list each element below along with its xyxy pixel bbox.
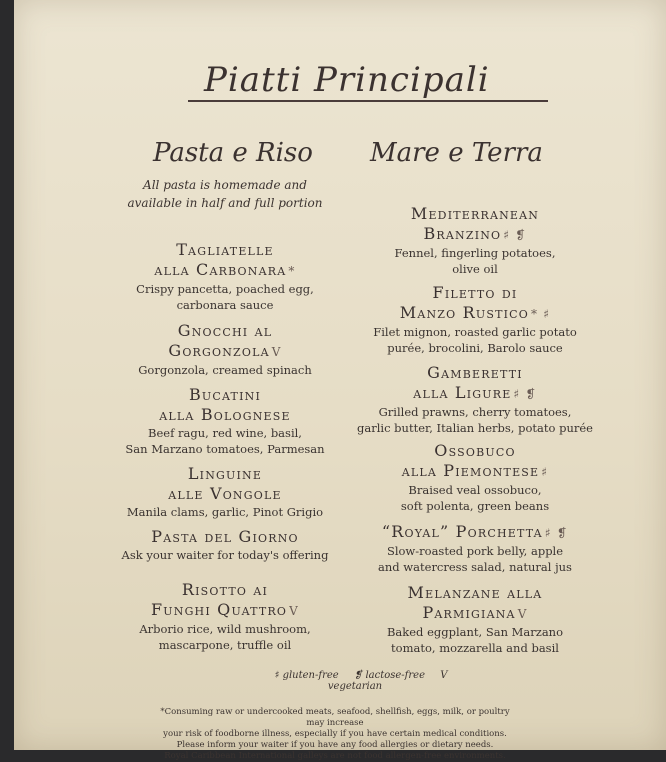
menu-item [108,240,342,313]
dish-description: Ask your waiter for today's offering [121,548,329,562]
dish-description: purée, brocolini, Barolo sauce [387,341,563,355]
gluten-free-icon: ♯ gluten-free [274,670,339,681]
menu-item [108,464,342,520]
dish-name: “Royal” Porchetta [381,522,543,541]
dish-name: Melanzane alla [407,583,543,602]
dish-description: soft polenta, green beans [400,499,550,513]
dish-name: Linguine [187,464,263,483]
diet-mark: ♯ ❡ [503,228,527,242]
diet-mark: ♯ ❡ [544,526,569,540]
dish-description: Braised veal ossobuco, [408,483,542,497]
diet-mark: * [288,264,296,278]
menu-item [108,321,342,378]
dish-name: Branzino [423,224,502,243]
dish-description: Baked eggplant, San Marzano [386,625,564,639]
dish-description: Slow-roasted pork belly, apple [386,544,564,558]
section-heading-pasta: Pasta e Riso [153,138,313,168]
dish-description: Crispy pancetta, poached egg, [136,282,314,296]
menu-item [340,363,610,436]
vegetarian-icon: V [271,345,282,359]
gluten-free-icon: ♯ [541,465,549,479]
section-heading-mare: Mare e Terra [370,138,543,168]
diet-mark: ♯ ❡ [513,387,537,401]
menu-item [340,283,610,356]
dish-name: Filetto di [432,283,518,302]
vegetarian-icon: V [289,604,300,618]
dish-name: alle Vongole [168,484,282,503]
dish-name: alla Carbonara [154,260,287,279]
menu-item [108,527,342,563]
menu-item [340,204,610,277]
dish-description: Gorgonzola, creamed spinach [138,363,312,377]
dish-description: garlic butter, Italian herbs, potato purée [357,421,593,435]
dish-description: Arborio rice, wild mushroom, [139,622,311,636]
dish-name: Parmigiana [422,603,516,622]
diet-mark: * ♯ [531,307,551,321]
dish-name: Mediterranean [410,204,540,223]
dish-name: alla Piemontese [401,461,540,480]
dish-name: Bucatini [188,385,262,404]
title-divider [188,100,548,102]
dish-name: Ossobuco [434,441,516,460]
dish-description: Manila clams, garlic, Pinot Grigio [126,505,324,519]
dish-description: Beef ragu, red wine, basil, [148,426,302,440]
dish-description: carbonara sauce [176,298,274,312]
dish-description: San Marzano tomatoes, Parmesan [125,442,325,456]
dish-description: tomato, mozzarella and basil [391,641,559,655]
dish-name: Tagliatelle [176,240,274,259]
dish-name: Manzo Rustico [399,303,530,322]
diet-legend [238,670,478,692]
dish-name: Gamberetti [427,363,523,382]
vegetarian-icon: V vegetarian [327,670,448,692]
page-title: Piatti Principali [204,60,490,100]
vegetarian-icon: V [517,607,528,621]
dish-name: Gnocchi al [177,321,273,340]
menu-item [340,441,610,514]
pasta-note: All pasta is homemade and available in half and full portion [127,178,323,210]
dish-description: Filet mignon, roasted garlic potato [373,325,577,339]
dish-name: Risotto ai [181,580,269,599]
dish-description: and watercress salad, natural jus [378,560,572,574]
dish-description: Grilled prawns, cherry tomatoes, [378,405,572,419]
dish-description: Fennel, fingerling potatoes, [394,246,556,260]
allergy-disclaimer: *Consuming raw or undercooked meats, seafood, shellfish, eggs, milk, or poultry may increase your risk of foodborne illness, especially if you have certain medical conditions. Please inform your waiter if you have any food allergies or dietary needs. Royal Caribbean International galleys are not food allergen-free environments. [160,707,510,761]
dish-name: alla Bolognese [159,405,291,424]
dish-name: alla Ligure [413,383,512,402]
menu-item [108,385,342,457]
lactose-free-icon: ❡ lactose-free [353,670,425,681]
menu-item [340,522,610,575]
dish-description: mascarpone, truffle oil [158,638,292,652]
dish-name: Pasta del Giorno [151,527,299,546]
dish-name: Gorgonzola [168,341,270,360]
menu-item [108,580,342,653]
menu-item [340,583,610,656]
dish-name: Funghi Quattro [150,600,288,619]
dish-description: olive oil [452,262,498,276]
